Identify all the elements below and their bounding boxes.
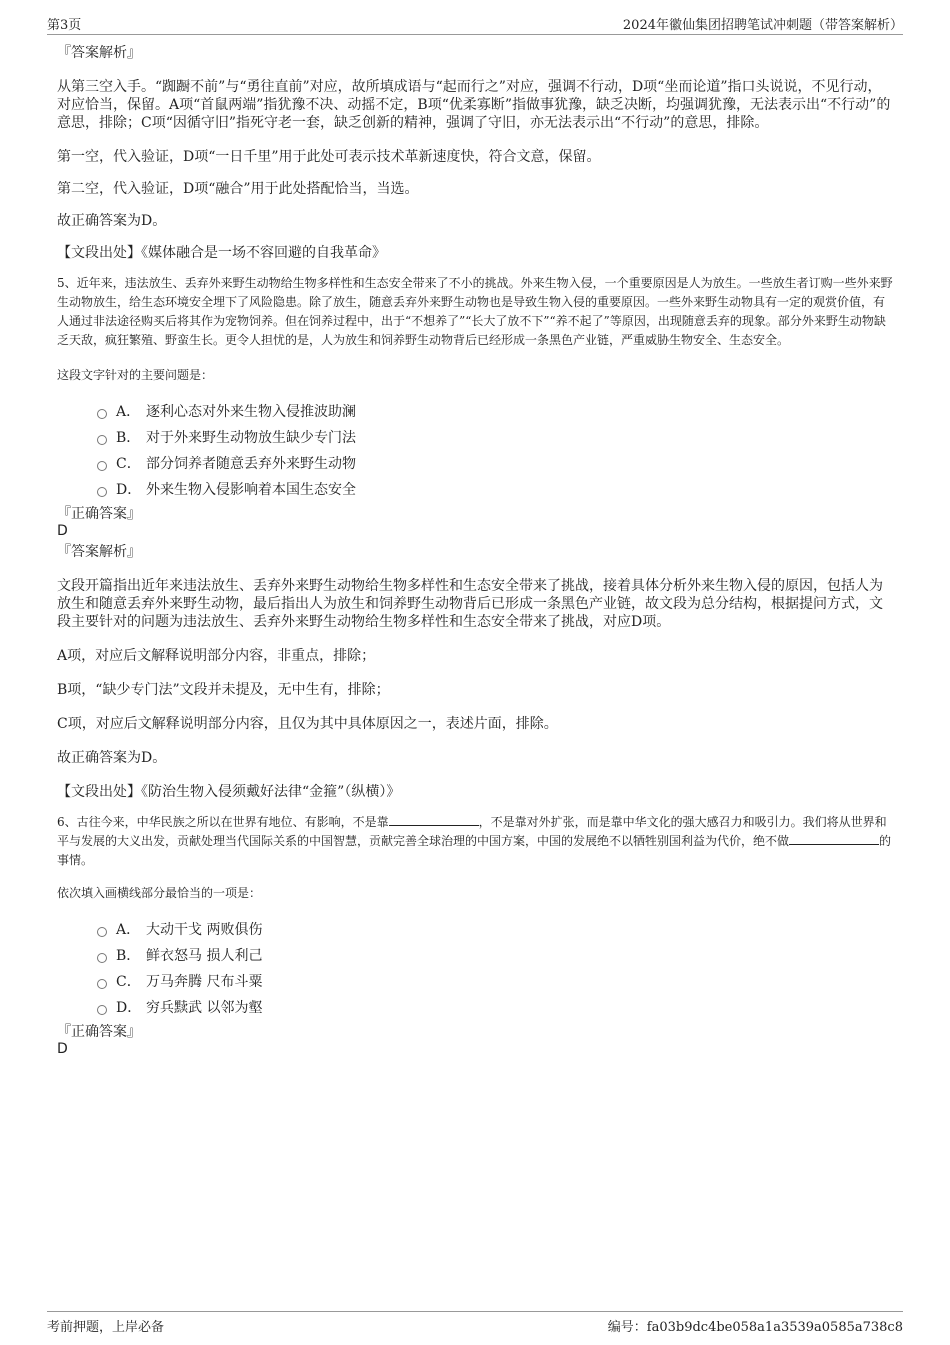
page-content: [57, 44, 893, 1057]
analysis-paragraph: 第二空，代入验证，D项“融合”用于此处搭配恰当，当选。: [57, 181, 419, 197]
correct-answer: D: [57, 523, 68, 539]
option-b[interactable]: B． 对于外来野生动物放生缺少专门法: [97, 425, 893, 451]
document-title: 2024年徽仙集团招聘笔试冲刺题（带答案解析）: [622, 18, 903, 33]
question-6-options: [57, 917, 893, 1021]
question-5-prompt: 这段文字针对的主要问题是：: [57, 368, 214, 382]
question-5-options: [57, 399, 893, 503]
analysis-heading: 『答案解析』: [57, 544, 141, 560]
analysis-paragraph: 文段开篇指出近年来违法放生、丢弃外来野生动物给生物多样性和生态安全带来了挑战，接着具体分析外来生物入侵的原因，包括人为放生和随意丢弃外来野生动物，最后指出人为放生和饲养野生动物背后已形成一条黑色产业链，故文段为总分结构，根据提问方式，文段主要针对的问题为违法放生、丢弃外来野生动物给生物多样性和生态安全带来了挑战，对应D项。: [57, 578, 883, 630]
footer-slogan: 考前押题，上岸必备: [47, 1320, 165, 1335]
analysis-conclusion: 故正确答案为D。: [57, 750, 167, 766]
fill-in-blank: [389, 815, 479, 826]
radio-icon[interactable]: [97, 487, 107, 497]
radio-icon[interactable]: [97, 927, 107, 937]
radio-icon[interactable]: [97, 1005, 107, 1015]
analysis-paragraph: 从第三空入手。“踟蹰不前”与“勇往直前”对应，故所填成语与“起而行之”对应，强调不行动，D项“坐而论道”指口头说说，不见行动，对应恰当，保留。A项“首鼠两端”指犹豫不决、动摇不定，B项“优柔寡断”指做事犹豫，缺乏决断，均强调犹豫，无法表示出“不行动”的意思，排除；C项“因循守旧”指死守老一套，缺乏创新的精神，强调了守旧，亦无法表示出“不行动”的意思，排除。: [57, 79, 891, 131]
option-a[interactable]: A． 大动干戈 两败俱伤: [97, 917, 893, 943]
correct-answer-heading: 『正确答案』: [57, 506, 141, 522]
option-d[interactable]: D． 外来生物入侵影响着本国生态安全: [97, 477, 893, 503]
analysis-paragraph: B项，“缺少专门法”文段并未提及，无中生有，排除；: [57, 682, 390, 698]
option-b[interactable]: B． 鲜衣怒马 损人利己: [97, 943, 893, 969]
radio-icon[interactable]: [97, 461, 107, 471]
radio-icon[interactable]: [97, 979, 107, 989]
correct-answer-heading: 『正确答案』: [57, 1024, 141, 1040]
analysis-heading: 『答案解析』: [57, 45, 141, 61]
document-id: 编号：fa03b9dc4be058a1a3539a0585a738c8: [607, 1320, 903, 1335]
option-c[interactable]: C． 万马奔腾 尺布斗粟: [97, 969, 893, 995]
analysis-paragraph: A项，对应后文解释说明部分内容，非重点，排除；: [57, 648, 376, 664]
source-citation: 【文段出处】《媒体融合是一场不容回避的自我革命》: [57, 245, 386, 261]
analysis-conclusion: 故正确答案为D。: [57, 213, 167, 229]
analysis-paragraph: 第一空，代入验证，D项“一日千里”用于此处可表示技术革新速度快，符合文意，保留。: [57, 149, 601, 165]
question-6-prompt: 依次填入画横线部分最恰当的一项是：: [57, 886, 262, 900]
page-number: 第3页: [47, 18, 82, 33]
question-5-text: 5、近年来，违法放生、丢弃外来野生动物给生物多样性和生态安全带来了不小的挑战。外来生物入侵，一个重要原因是人为放生。一些放生者订购一些外来野生动物放生，给生态环境安全埋下了风险隐患。除了放生，随意丢弃外来野生动物也是导致生物入侵的重要原因。一些外来野生动物具有一定的观赏价值，有人通过非法途径购买后将其作为宠物饲养。但在饲养过程中，出于“不想养了”“长大了放不下”“养不起了”等原因，出现随意丢弃的现象。部分外来野生动物缺乏天敌，疯狂繁殖、野蛮生长。更令人担忧的是，人为放生和饲养野生动物背后已经形成一条黑色产业链，严重威胁生物安全、生态安全。: [57, 276, 893, 347]
option-a[interactable]: A． 逐利心态对外来生物入侵推波助澜: [97, 399, 893, 425]
analysis-paragraph: C项，对应后文解释说明部分内容，且仅为其中具体原因之一，表述片面，排除。: [57, 716, 558, 732]
radio-icon[interactable]: [97, 435, 107, 445]
radio-icon[interactable]: [97, 409, 107, 419]
page-header: [47, 12, 903, 35]
correct-answer: D: [57, 1041, 68, 1057]
question-6-text: 6、古往今来，中华民族之所以在世界有地位、有影响，不是靠 ，不是靠对外扩张，而是靠中华文化的强大感召力和吸引力。我们将从世界和平与发展的大义出发，贡献处理当代国际关系的中国智慧，贡献完善全球治理的中国方案，中国的发展绝不以牺牲别国利益为代价，绝不做 的事情。: [57, 815, 892, 867]
fill-in-blank: [789, 834, 879, 845]
option-c[interactable]: C． 部分饲养者随意丢弃外来野生动物: [97, 451, 893, 477]
radio-icon[interactable]: [97, 953, 107, 963]
source-citation: 【文段出处】《防治生物入侵须戴好法律“金箍”（纵横）》: [57, 784, 401, 800]
page-footer: [47, 1311, 903, 1336]
option-d[interactable]: D． 穷兵黩武 以邻为壑: [97, 995, 893, 1021]
